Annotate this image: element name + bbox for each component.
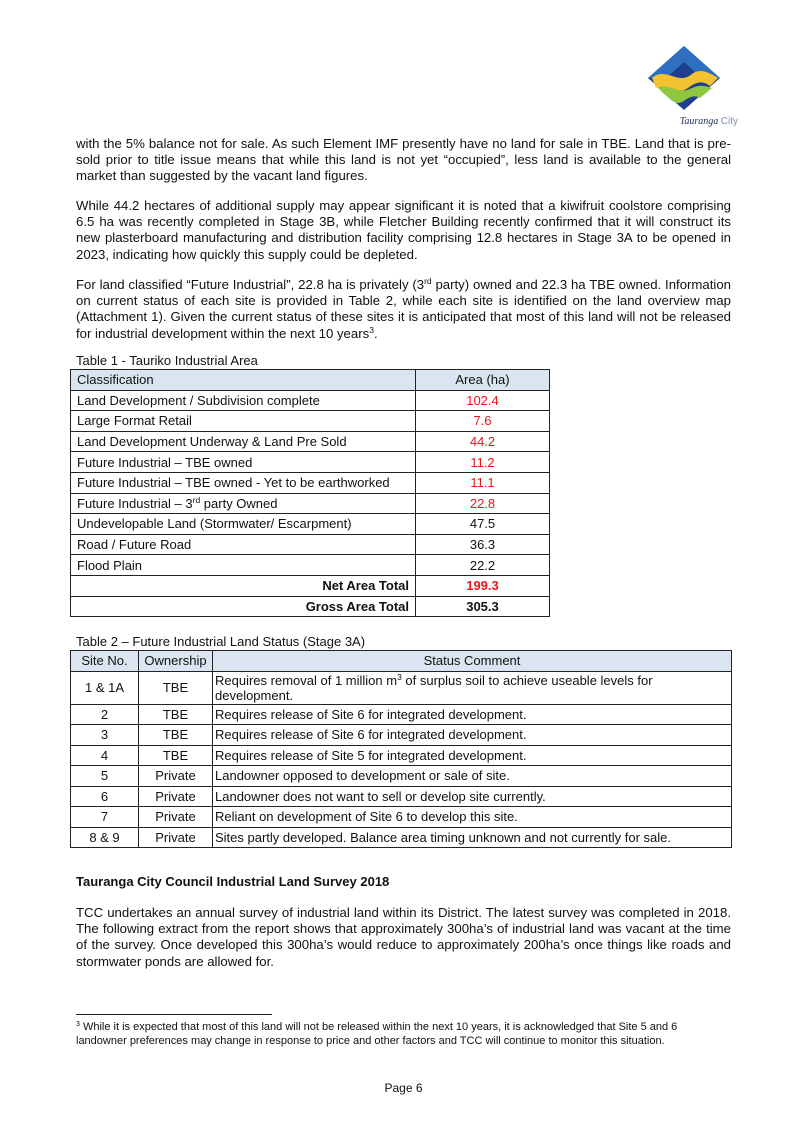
ownership: Private [139,786,213,807]
status-comment-text: Requires removal of 1 million m [215,672,398,688]
paragraph-additional-supply: While 44.2 hectares of additional supply may appear significant it is noted that a kiwifruit coolstore comprising 6.5 ha was recently completed in Stage 3B, while Fletcher Building recently confirmed that it will construct its new plasterboard manufacturing and distribution facility comprising 12.8 hectares in Stage 3A to be opened in 2023, indicating how quickly this supply could be depleted. [76,198,731,262]
table-row [71,786,732,807]
footnote-text: While it is expected that most of this land will not be released within the next 10 years, it is acknowledged that Site 5 and 6 landowner preferences may change in response to price and other factors and TCC will continue to monitor this situation. [76,1021,678,1048]
paragraph-text: party) owned and 22.3 ha TBE owned. Information on current status of each site is provided in Table 2, while each site is identified on the land overview map (Attachment 1). Given the current status of these sites it is anticipated that most of this land will not be released for industrial development within the next 10 years [76,277,731,341]
table-header-row [71,370,550,391]
ownership: TBE [139,745,213,766]
gross-total-row [71,596,550,617]
paragraph-text: For land classified “Future Industrial”, 22.8 ha is privately (3 [76,277,425,292]
table-row [71,807,732,828]
row-value: 44.2 [416,431,550,452]
paragraph-text: . [373,325,378,341]
section-heading: Tauranga City Council Industrial Land Survey 2018 [76,874,390,889]
row-label: Large Format Retail [71,411,416,432]
footnote [76,1020,726,1048]
site-number: 4 [71,745,139,766]
ownership: TBE [139,704,213,725]
site-number: 7 [71,807,139,828]
footnote-reference[interactable]: 3 [369,324,374,335]
row-value: 22.8 [416,493,550,514]
table-row [71,390,550,411]
site-number: 6 [71,786,139,807]
net-total-row [71,575,550,596]
superscript: rd [192,494,201,505]
column-header-ownership: Ownership [139,651,213,672]
ownership: Private [139,827,213,848]
table-row [71,493,550,514]
net-total-value: 199.3 [416,575,550,596]
row-value: 36.3 [416,534,550,555]
status-comment: Reliant on development of Site 6 to develop this site. [213,807,732,828]
table-row [71,472,550,493]
gross-total-label: Gross Area Total [71,596,416,617]
row-value: 11.1 [416,472,550,493]
table2-caption: Table 2 – Future Industrial Land Status (Stage 3A) [76,634,366,649]
paragraph-future-industrial [76,277,731,342]
table-header-row [71,651,732,672]
tauranga-city-logo [638,44,738,136]
row-label-text: party Owned [200,495,278,511]
table-row [71,725,732,746]
site-number: 8 & 9 [71,827,139,848]
status-comment-text: of surplus soil to achieve useable levels for development. [215,672,653,703]
net-total-label: Net Area Total [71,575,416,596]
ownership: TBE [139,725,213,746]
ownership: TBE [139,671,213,704]
table-row [71,431,550,452]
footnote-divider [76,1014,272,1015]
row-label: Land Development / Subdivision complete [71,390,416,411]
site-number: 3 [71,725,139,746]
gross-total-value: 305.3 [416,596,550,617]
status-comment: Landowner opposed to development or sale of site. [213,766,732,787]
row-label: Road / Future Road [71,534,416,555]
status-comment: Sites partly developed. Balance area timing unknown and not currently for sale. [213,827,732,848]
site-number: 1 & 1A [71,671,139,704]
table-row [71,671,732,704]
table1-caption: Table 1 - Tauriko Industrial Area [76,353,258,368]
page-number: Page 6 [384,1081,423,1095]
status-comment: Requires release of Site 6 for integrated development. [213,725,732,746]
superscript: rd [424,276,432,286]
status-comment: Landowner does not want to sell or develop site currently. [213,786,732,807]
table-row [71,827,732,848]
table-row [71,766,732,787]
row-label: Future Industrial – TBE owned - Yet to be earthworked [71,472,416,493]
row-label-text: Future Industrial – 3 [77,495,193,511]
row-value: 11.2 [416,452,550,473]
status-comment: Requires release of Site 6 for integrated development. [213,704,732,725]
row-label: Land Development Underway & Land Pre Sold [71,431,416,452]
row-value: 22.2 [416,555,550,576]
column-header-site: Site No. [71,651,139,672]
column-header-area: Area (ha) [416,370,550,391]
paragraph-tcc-survey: TCC undertakes an annual survey of industrial land within its District. The latest survey was completed in 2018. The following extract from the report shows that approximately 300ha’s of industrial land was vacant at the time of the survey. Once developed this 300ha’s would reduce to approximately 200ha’s once things like roads and stormwater ponds are allowed for. [76,905,731,969]
table-row [71,555,550,576]
site-number: 5 [71,766,139,787]
footnote-marker: 3 [76,1021,80,1028]
status-comment: Requires release of Site 5 for integrated development. [213,745,732,766]
table-row [71,411,550,432]
future-industrial-status-table [70,650,732,848]
paragraph-land-sale: with the 5% balance not for sale. As such Element IMF presently have no land for sale in TBE. Land that is pre-sold prior to title issue means that while this land is not yet “occupied”, less land is available to the general market than suggested by the vacant land figures. [76,136,731,184]
row-label: Flood Plain [71,555,416,576]
column-header-classification: Classification [71,370,416,391]
ownership: Private [139,766,213,787]
table-row [71,452,550,473]
tauriko-industrial-area-table [70,369,550,617]
status-comment [213,671,732,704]
row-label [71,493,416,514]
row-label: Future Industrial – TBE owned [71,452,416,473]
logo-diamond-icon [638,44,738,114]
column-header-status: Status Comment [213,651,732,672]
site-number: 2 [71,704,139,725]
logo-suffix: City [720,116,738,127]
superscript: 3 [397,671,402,682]
row-value: 7.6 [416,411,550,432]
row-label: Undevelopable Land (Stormwater/ Escarpment) [71,514,416,535]
table-row [71,534,550,555]
row-value: 47.5 [416,514,550,535]
ownership: Private [139,807,213,828]
table-row [71,514,550,535]
table-row [71,745,732,766]
logo-name: Tauranga [679,116,719,127]
row-value: 102.4 [416,390,550,411]
logo-wordmark [638,116,738,127]
table-row [71,704,732,725]
